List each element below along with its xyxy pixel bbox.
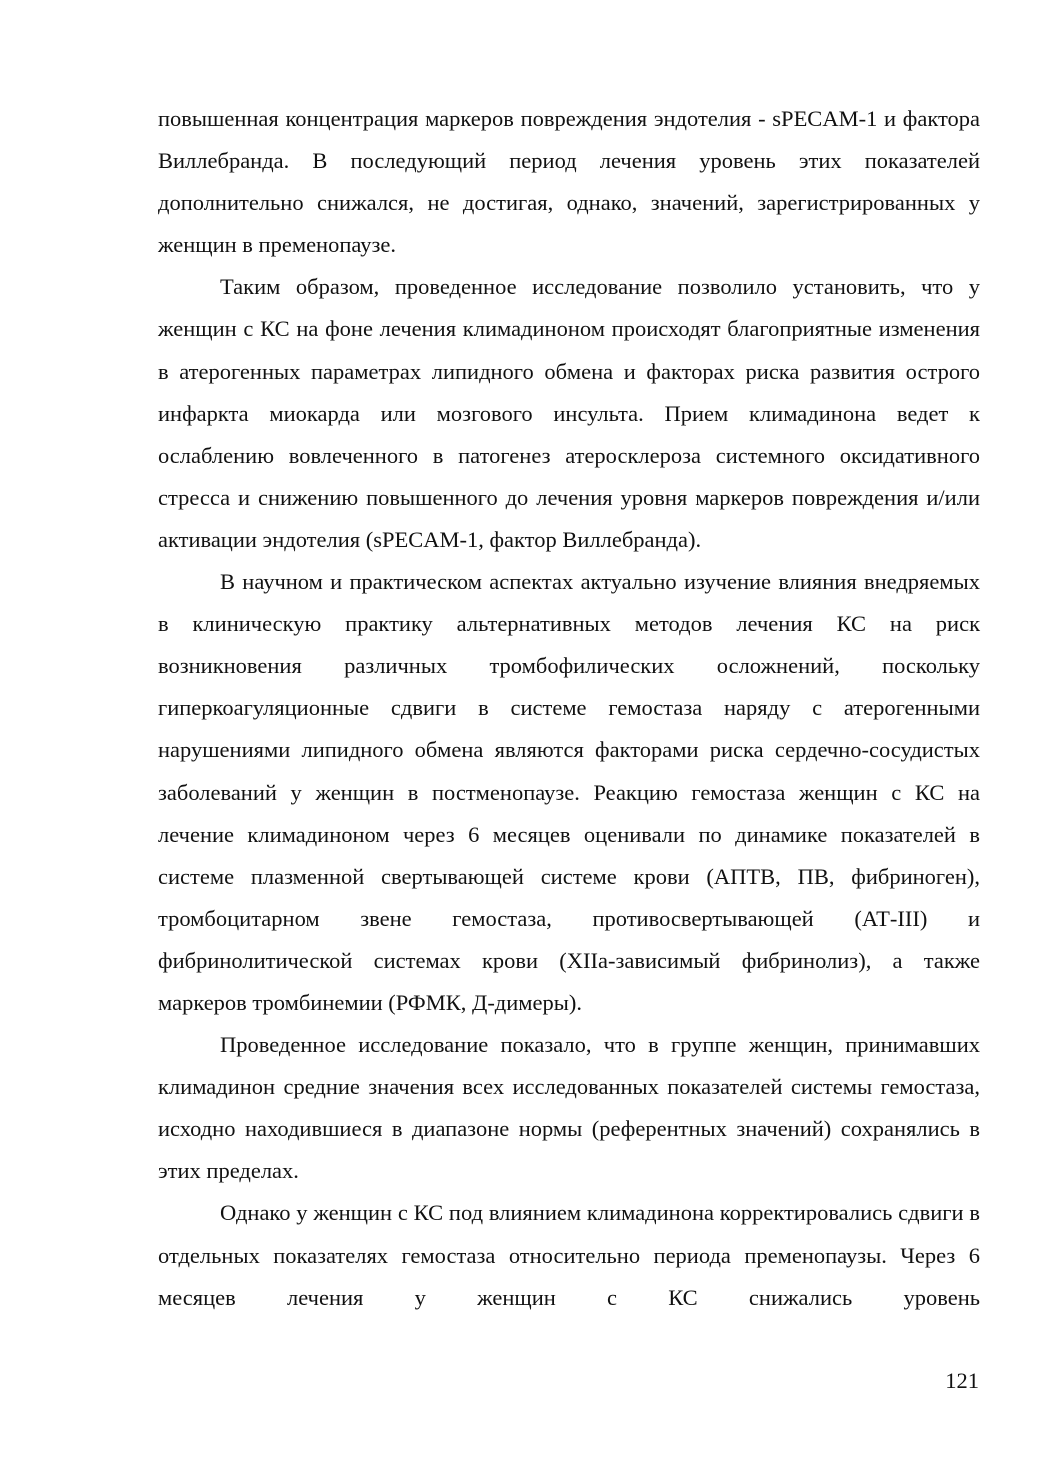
paragraph: Однако у женщин с КС под влиянием климадинона корректировались сдвиги в отдельных показателях гемостаза относительно периода пременопаузы. Через 6 месяцев лечения у женщин с КС снижались уровень <box>158 1200 980 1310</box>
paragraph: В научном и практическом аспектах актуально изучение влияния внедряемых в клиническую практику альтернативных методов лечения КС на риск возникновения различных тромбофилических осложнений, поскольку гиперкоагуляционные сдвиги в системе гемостаза наряду с атерогенными нарушениями липидного обмена являются факторами риска сердечно-сосудистых заболеваний у женщин в постменопаузе. Реакцию гемостаза женщин с КС на лечение климадиноном через 6 месяцев оценивали по динамике показателей в системе плазменной свертывающей системе крови (АПТВ, ПВ, фибриноген), тромбоцитарном звене гемостаза, противосвертывающей (АТ-III) и фибринолитической системах крови (XIIa-зависимый фибринолиз), а также маркеров тромбинемии (РФМК, Д-димеры). <box>158 569 980 1015</box>
page-number: 121 <box>945 1368 979 1393</box>
paragraph: Проведенное исследование показало, что в группе женщин, принимавших климадинон средние значения всех исследованных показателей системы гемостаза, исходно находившиеся в диапазоне нормы (референтных значений) сохранялись в этих пределах. <box>158 1032 980 1184</box>
paragraph: повышенная концентрация маркеров повреждения эндотелия - sPECAM-1 и фактора Виллебранда. В последующий период лечения уровень этих показателей дополнительно снижался, не достигая, однако, значений, зарегистрированных у женщин в пременопаузе. <box>158 106 980 258</box>
paragraph: Таким образом, проведенное исследование позволило установить, что у женщин с КС на фоне лечения климадиноном происходят благоприятные изменения в атерогенных параметрах липидного обмена и факторах риска развития острого инфаркта миокарда или мозгового инсульта. Прием климадинона ведет к ослаблению вовлеченного в патогенез атеросклероза системного оксидативного стресса и снижению повышенного до лечения уровня маркеров повреждения и/или активации эндотелия (sPECAM-1, фактор Виллебранда). <box>158 274 980 552</box>
document-body <box>158 98 980 1319</box>
